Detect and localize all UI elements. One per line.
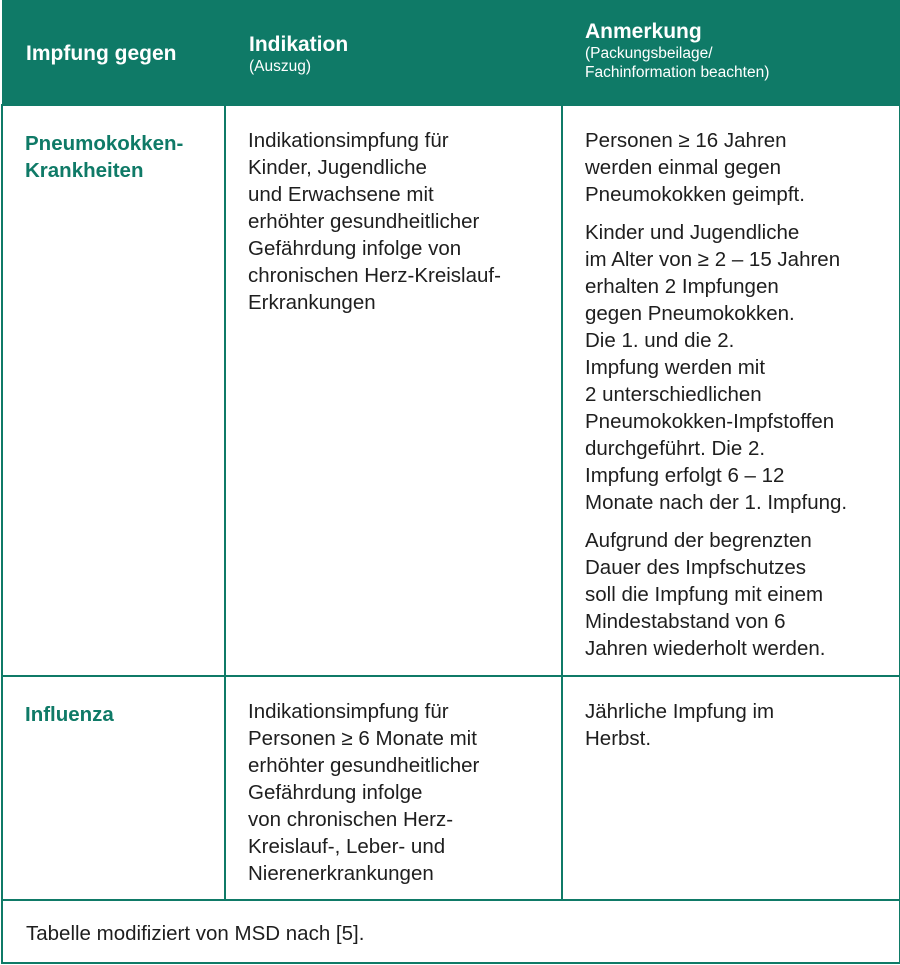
note-line: werden einmal gegen — [585, 156, 782, 179]
note-line: Impfung werden mit — [585, 356, 766, 379]
indication-text-influenza — [226, 677, 561, 887]
indication-line: Kreislauf-, Leber- und — [248, 835, 446, 858]
note-line: Personen ≥ 16 Jahren — [585, 129, 787, 152]
note-line: Jährliche Impfung im — [585, 700, 775, 723]
header-indikation-subtitle: (Auszug) — [249, 58, 312, 75]
note-line: Pneumokokken-Impfstoffen — [585, 410, 835, 433]
note-line: Mindestabstand von 6 — [585, 610, 786, 633]
note-line: Impfung erfolgt 6 – 12 — [585, 464, 785, 487]
indication-line: Nierenerkrankungen — [248, 862, 434, 885]
note-paragraph-1 — [585, 127, 885, 208]
note-paragraph-1 — [585, 698, 885, 752]
indication-line: Kinder, Jugendliche — [248, 156, 427, 179]
note-line: Die 1. und die 2. — [585, 329, 735, 352]
cell-disease-influenza — [2, 676, 225, 900]
vaccination-table — [1, 0, 900, 964]
note-line: durchgeführt. Die 2. — [585, 437, 766, 460]
indication-line: Erkrankungen — [248, 291, 376, 314]
cell-note-pneumokokken — [562, 105, 900, 676]
note-line: Herbst. — [585, 727, 652, 750]
note-line: gegen Pneumokokken. — [585, 302, 795, 325]
cell-indication-pneumokokken — [225, 105, 562, 676]
header-anmerkung-title: Anmerkung — [585, 20, 702, 43]
table-row-influenza — [2, 676, 900, 900]
indication-line: Indikationsimpfung für — [248, 129, 449, 152]
note-line: Aufgrund der begrenzten — [585, 529, 812, 552]
note-line: Kinder und Jugendliche — [585, 221, 800, 244]
header-impfung-gegen-title: Impfung gegen — [26, 42, 177, 65]
table-footnote-row — [2, 900, 900, 963]
disease-line: Influenza — [25, 703, 114, 726]
note-line: Dauer des Impfschutzes — [585, 556, 807, 579]
table-footnote: Tabelle modifiziert von MSD nach [5]. — [2, 900, 900, 963]
disease-name-pneumokokken — [3, 106, 224, 184]
indication-text-pneumokokken — [226, 106, 561, 316]
note-line: im Alter von ≥ 2 – 15 Jahren — [585, 248, 841, 271]
table-header — [2, 0, 900, 105]
note-line: erhalten 2 Impfungen — [585, 275, 779, 298]
indication-line: Indikationsimpfung für — [248, 700, 449, 723]
cell-note-influenza — [562, 676, 900, 900]
disease-line: Pneumokokken- — [25, 132, 184, 155]
note-line: 2 unterschiedlichen — [585, 383, 762, 406]
note-paragraph-2 — [585, 219, 885, 516]
indication-line: chronischen Herz-Kreislauf- — [248, 264, 501, 287]
header-impfung-gegen — [2, 0, 225, 105]
cell-indication-influenza — [225, 676, 562, 900]
header-anmerkung-subtitle-line1: (Packungsbeilage/ — [585, 45, 713, 62]
header-row — [2, 0, 900, 105]
note-line: soll die Impfung mit einem — [585, 583, 824, 606]
header-anmerkung-subtitle-line2: Fachinformation beachten) — [585, 64, 770, 81]
disease-line: Krankheiten — [25, 159, 144, 182]
indication-line: Gefährdung infolge von — [248, 237, 462, 260]
note-line: Jahren wiederholt werden. — [585, 637, 826, 660]
note-line: Monate nach der 1. Impfung. — [585, 491, 848, 514]
note-paragraph-3 — [585, 527, 885, 662]
indication-line: von chronischen Herz- — [248, 808, 454, 831]
cell-disease-pneumokokken — [2, 105, 225, 676]
table-body — [2, 105, 900, 963]
indication-line: Gefährdung infolge — [248, 781, 423, 804]
note-line: Pneumokokken geimpft. — [585, 183, 805, 206]
header-anmerkung — [562, 0, 900, 105]
header-indikation-title: Indikation — [249, 33, 349, 56]
note-text-pneumokokken — [563, 106, 899, 662]
indication-line: erhöhter gesundheitlicher — [248, 754, 480, 777]
indication-line: erhöhter gesundheitlicher — [248, 210, 480, 233]
note-text-influenza — [563, 677, 899, 752]
table-row-pneumokokken — [2, 105, 900, 676]
disease-name-influenza — [3, 677, 224, 728]
indication-line: und Erwachsene mit — [248, 183, 434, 206]
header-indikation — [225, 0, 562, 105]
indication-line: Personen ≥ 6 Monate mit — [248, 727, 477, 750]
